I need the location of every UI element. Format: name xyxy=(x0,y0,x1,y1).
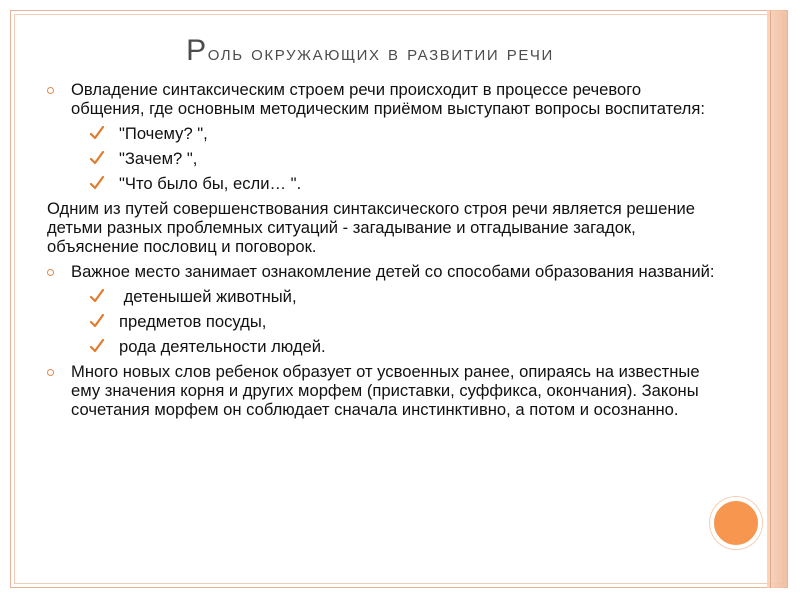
sub-bullet-text: "Что было бы, если… ". xyxy=(119,174,302,193)
bullet-text: Много новых слов ребенок образует от усвоенных ранее, опираясь на известные ему значения корня и других морфем (приставки, суффикса, окончания). Законы сочетания морфем он соблюдает сначала инстинктивно, а потом и осознанно. xyxy=(71,362,700,419)
sub-bullet-item xyxy=(47,312,715,331)
bullet-item xyxy=(47,362,715,419)
checkmark-icon xyxy=(89,313,105,329)
checkmark-icon xyxy=(89,125,105,141)
bullet-item xyxy=(47,262,715,281)
sub-bullet-item xyxy=(47,124,715,143)
circle-bullet-icon xyxy=(47,87,54,94)
checkmark-icon xyxy=(89,288,105,304)
circle-bullet-icon xyxy=(47,269,54,276)
bullet-text: Овладение синтаксическим строем речи происходит в процессе речевого общения, где основным методическим приёмом выступают вопросы воспитателя: xyxy=(71,80,705,118)
sub-bullet-text: предметов посуды, xyxy=(119,312,267,331)
title-rest: оль окружающих в развитии речи xyxy=(207,42,554,65)
sub-bullet-item xyxy=(47,287,715,306)
slide-title xyxy=(0,34,740,68)
bullet-text: Важное место занимает ознакомление детей со способами образования названий: xyxy=(71,262,715,281)
title-initial: Р xyxy=(186,34,208,67)
decorative-side-line xyxy=(770,10,771,588)
bullet-item xyxy=(47,80,715,118)
slide-content xyxy=(47,80,715,424)
checkmark-icon xyxy=(89,338,105,354)
sub-bullet-item xyxy=(47,174,715,193)
sub-bullet-text: детенышей животный, xyxy=(119,287,297,306)
sub-bullet-item xyxy=(47,149,715,168)
sub-bullet-text: "Почему? ", xyxy=(119,124,208,143)
sub-bullet-text: рода деятельности людей. xyxy=(119,337,326,356)
decorative-orange-circle xyxy=(710,497,762,549)
sub-bullet-text: "Зачем? ", xyxy=(119,149,198,168)
paragraph: Одним из путей совершенствования синтаксического строя речи является решение детьми разных проблемных ситуаций - загадывание и отгадывание загадок, объяснение пословиц и поговорок. xyxy=(47,199,695,256)
sub-bullet-item xyxy=(47,337,715,356)
checkmark-icon xyxy=(89,175,105,191)
circle-bullet-icon xyxy=(47,369,54,376)
checkmark-icon xyxy=(89,150,105,166)
